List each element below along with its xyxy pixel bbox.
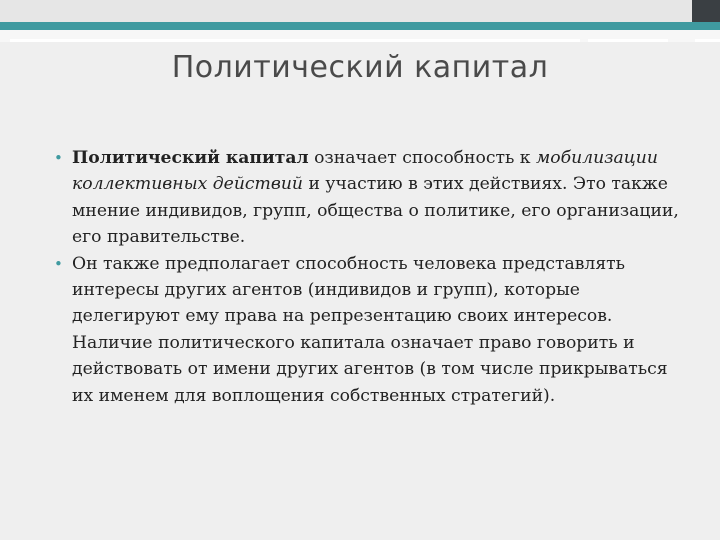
- header-bar-dark: [0, 0, 720, 22]
- bullet-icon: •: [54, 254, 63, 273]
- bullet-item-1: [50, 145, 690, 251]
- bullet-1-text-b: и участию в этих действиях. Это также мнение индивидов, групп, общества о политике, его организации, его правительстве.: [72, 174, 679, 248]
- header-line-white-3: [695, 39, 720, 42]
- bullet-list: [50, 145, 690, 409]
- header-line-white-1: [10, 39, 580, 42]
- slide-title: Политический капитал: [171, 50, 549, 85]
- bullet-2-text: Он также предполагает способность человека представлять интересы других агентов (индивидов и групп), которые делегируют ему права на репрезентацию своих интересов. Наличие политического капитала означает право говорить и действовать от имени других агентов (в том числе прикрываться их именем для воплощения собственных стратегий).: [72, 253, 668, 406]
- bullet-icon: •: [54, 149, 63, 167]
- bullet-1-italic: мобилизации коллективных действий: [72, 148, 658, 195]
- header-bar-dark-right: [692, 0, 720, 22]
- bullet-1-bold: Политический капитал: [72, 148, 309, 168]
- bullet-1-text-a: означает способность к: [308, 148, 536, 168]
- header-line-white-2: [588, 39, 668, 42]
- bullet-item-2: [50, 251, 690, 409]
- header-bar-teal: [0, 22, 720, 30]
